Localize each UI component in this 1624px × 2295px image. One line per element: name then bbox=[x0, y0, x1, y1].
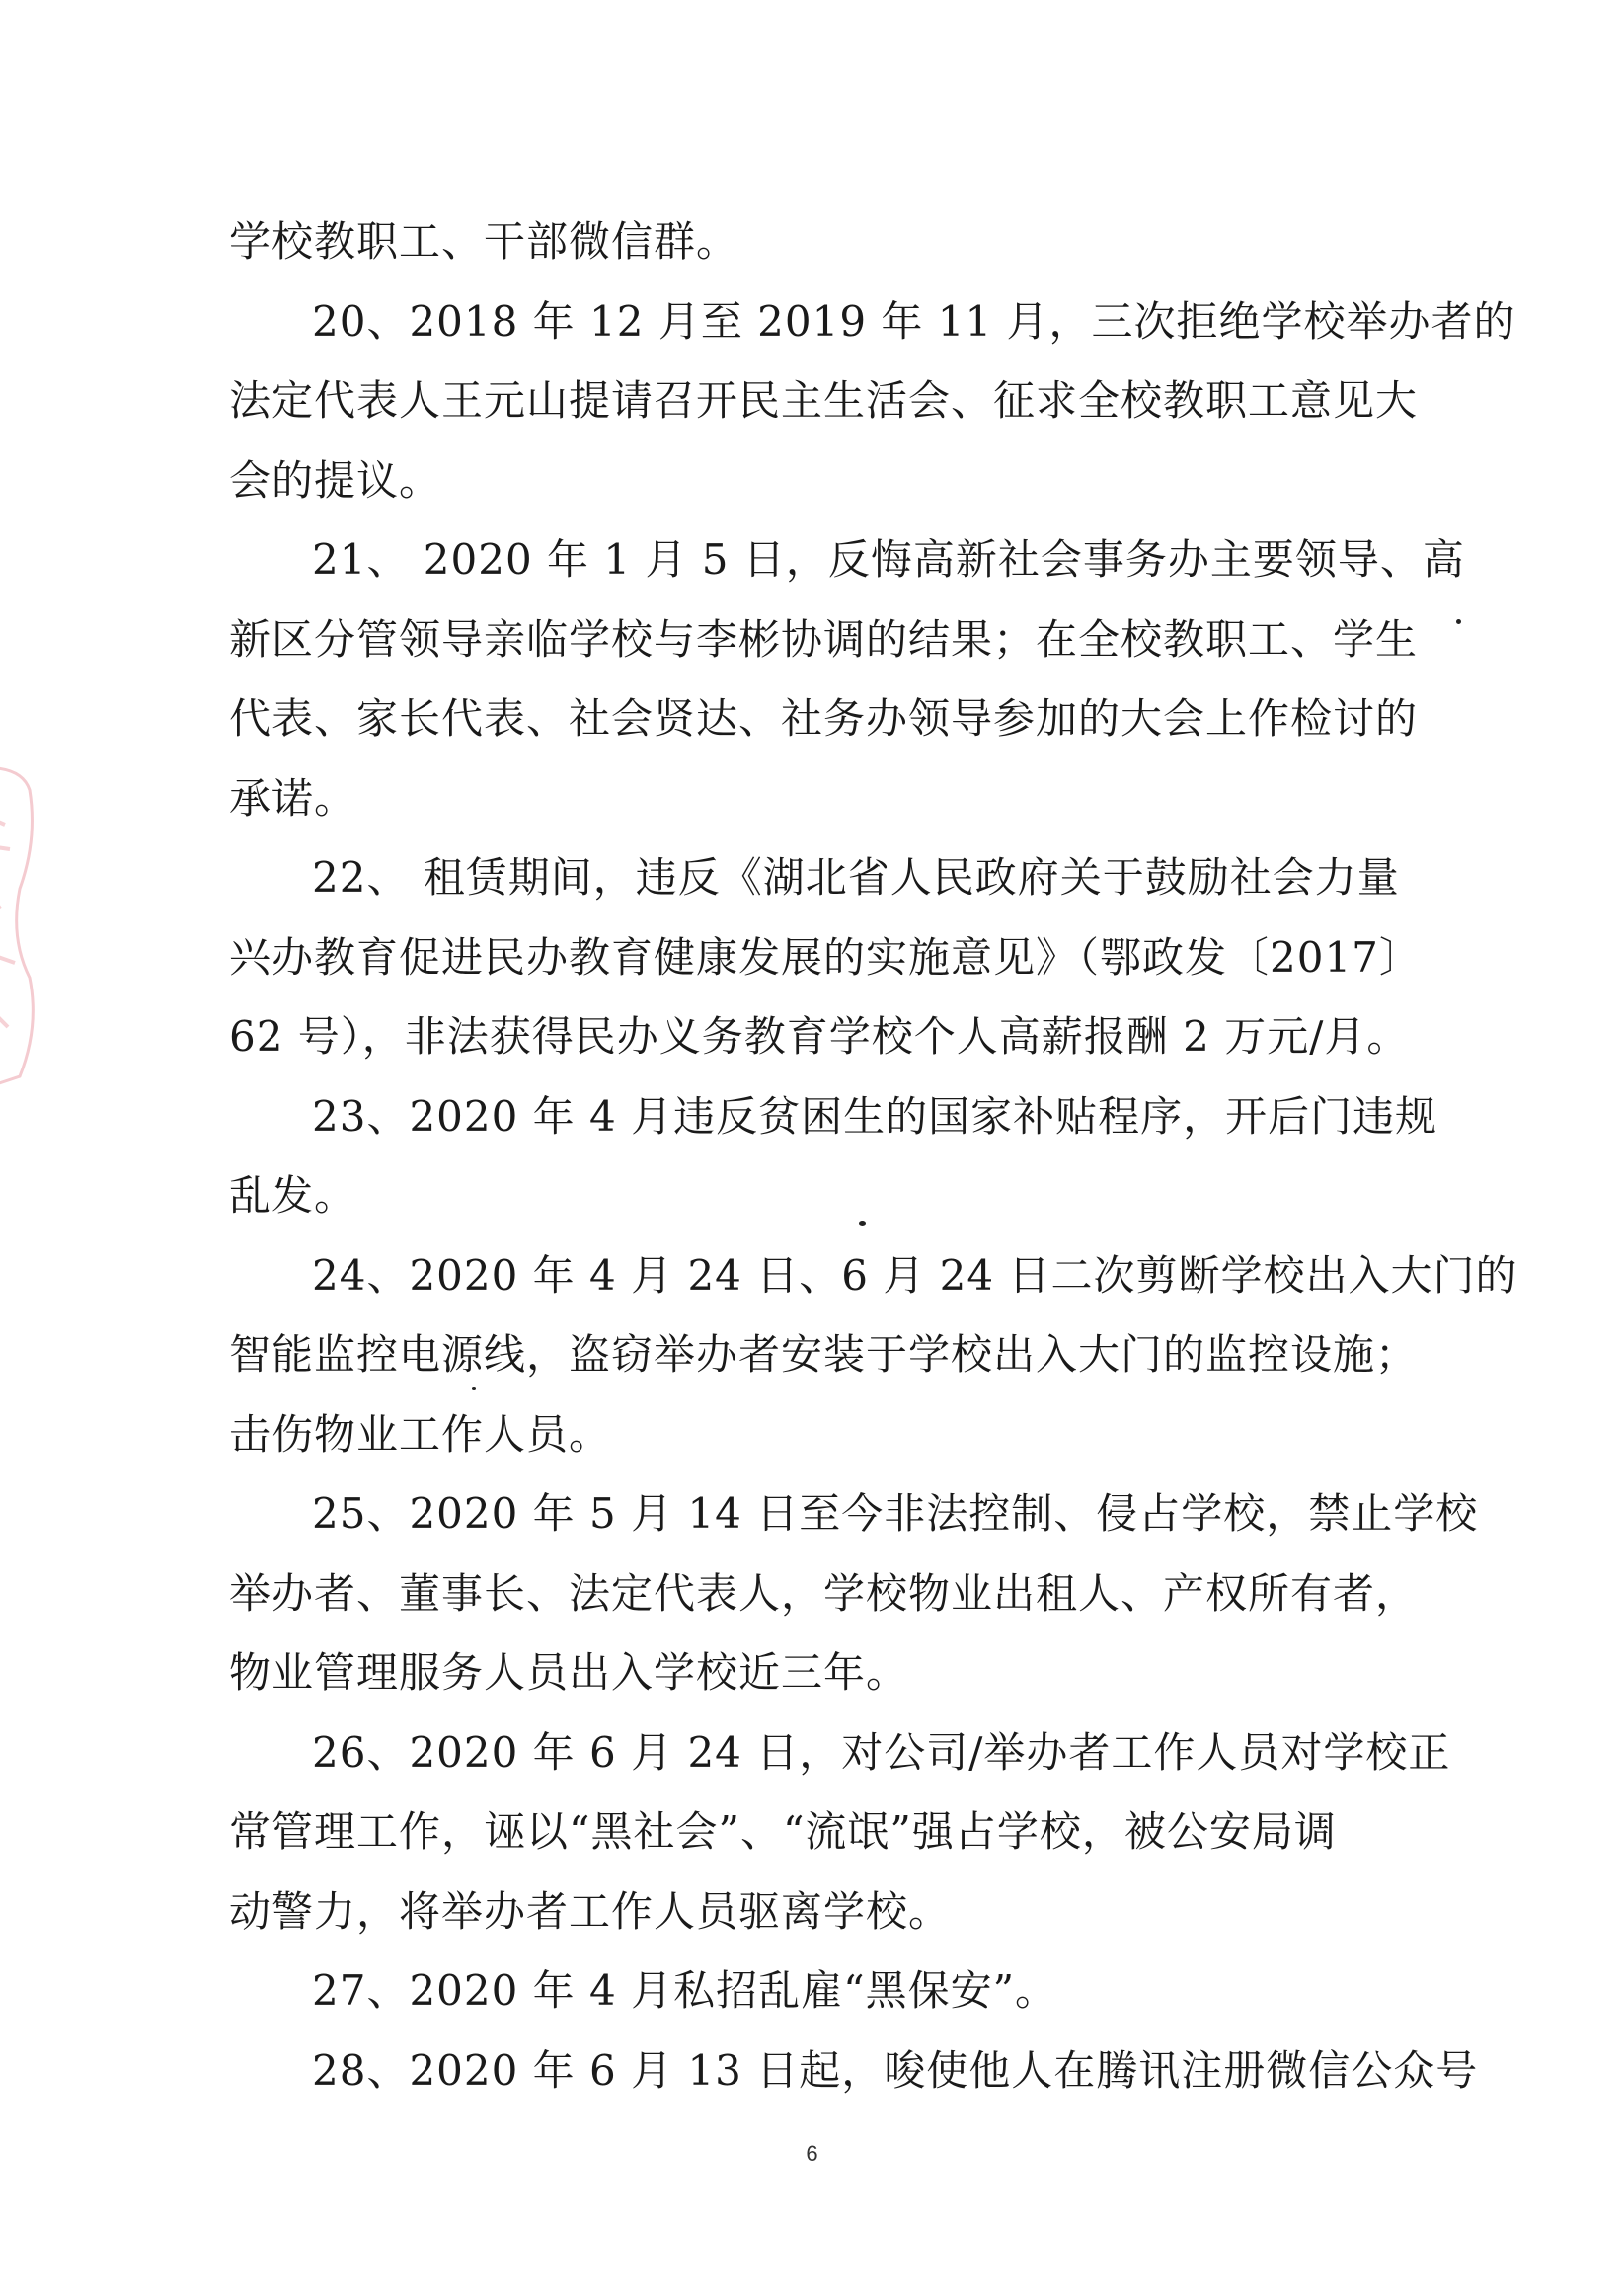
text-line: 26、2020 年 6 月 24 日，对公司/举办者工作人员对学校正 bbox=[312, 1727, 1451, 1777]
text-line: 法定代表人王元山提请召开民主生活会、征求全校教职工意见大 bbox=[229, 376, 1419, 425]
text-line: 会的提议。 bbox=[229, 455, 442, 505]
text-line: 20、2018 年 12 月至 2019 年 11 月，三次拒绝学校举办者的 bbox=[312, 296, 1516, 346]
red-seal-fragment bbox=[0, 751, 69, 1106]
scan-speck bbox=[1456, 619, 1461, 624]
text-line: 动警力，将举办者工作人员驱离学校。 bbox=[229, 1886, 952, 1936]
document-body bbox=[229, 202, 1518, 2110]
text-line: 举办者、董事长、法定代表人，学校物业出租人、产权所有者， bbox=[229, 1568, 1419, 1618]
text-line: 22、 租赁期间，违反《湖北省人民政府关于鼓励社会力量 bbox=[312, 853, 1400, 902]
text-line: 代表、家长代表、社会贤达、社务办领导参加的大会上作检讨的 bbox=[229, 694, 1419, 743]
text-line: 新区分管领导亲临学校与李彬协调的结果；在全校教职工、学生 bbox=[229, 614, 1419, 664]
text-line: 28、2020 年 6 月 13 日起，唆使他人在腾讯注册微信公众号 bbox=[312, 2045, 1479, 2095]
text-line: 乱发。 bbox=[229, 1171, 357, 1220]
text-line: 击伤物业工作人员。 bbox=[229, 1409, 612, 1459]
text-line: 25、2020 年 5 月 14 日至今非法控制、侵占学校，禁止学校 bbox=[312, 1489, 1479, 1538]
text-line: 物业管理服务人员出入学校近三年。 bbox=[229, 1648, 909, 1697]
text-line: 21、 2020 年 1 月 5 日，反悔高新社会事务办主要领导、高 bbox=[312, 535, 1465, 584]
text-line: 24、2020 年 4 月 24 日、6 月 24 日二次剪断学校出入大门的 bbox=[312, 1250, 1518, 1300]
text-line: 常管理工作，诬以“黑社会”、“流氓”强占学校，被公安局调 bbox=[229, 1807, 1337, 1856]
text-line: 27、2020 年 4 月私招乱雇“黑保安”。 bbox=[312, 1966, 1058, 2015]
text-line: 智能监控电源线，盗窃举办者安装于学校出入大门的监控设施； bbox=[229, 1330, 1419, 1379]
text-line: 承诺。 bbox=[229, 773, 357, 823]
text-line: 兴办教育促进民办教育健康发展的实施意见》（鄂政发〔2017〕 bbox=[229, 932, 1422, 982]
text-line: 学校教职工、干部微信群。 bbox=[229, 217, 739, 266]
page-number: 6 bbox=[806, 2141, 818, 2166]
text-line: 62 号），非法获得民办义务教育学校个人高薪报酬 2 万元/月。 bbox=[229, 1012, 1410, 1061]
text-line: 23、2020 年 4 月违反贫困生的国家补贴程序，开后门违规 bbox=[312, 1091, 1438, 1141]
